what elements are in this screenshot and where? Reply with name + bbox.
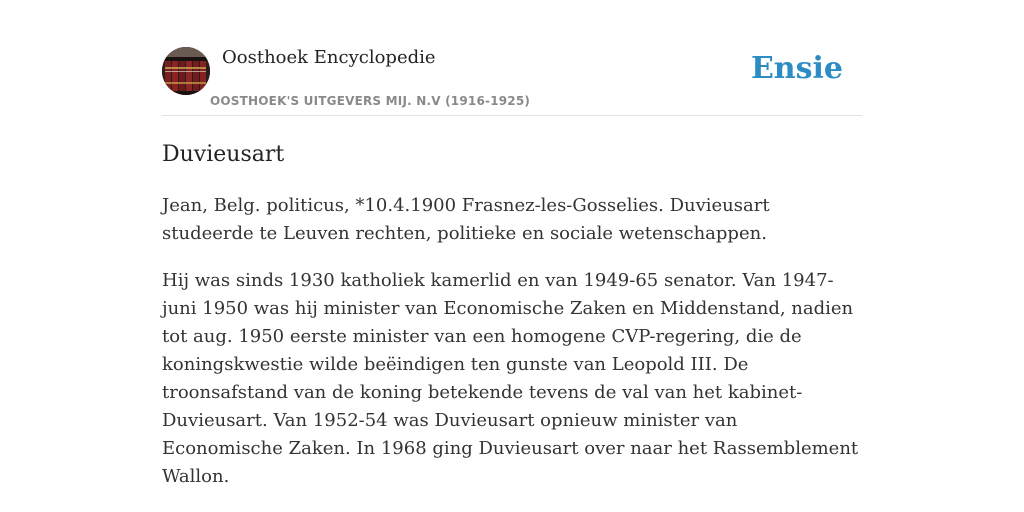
article-card <box>162 0 862 512</box>
entry-title: Duvieusart <box>162 142 285 167</box>
site-title[interactable]: Oosthoek Encyclopedie <box>222 47 436 68</box>
article-paragraph: Hij was sinds 1930 katholiek kamerlid en van 1949-65 senator. Van 1947-juni 1950 was hij minister van Economische Zaken en Middenstand, nadien tot aug. 1950 eerste minister van een homogene CVP-regering, die de koningskwestie wilde beëindigen ten gunste van Leopold III. De troonsafstand van de koning betekende tevens de val van het kabinet-Duvieusart. Van 1952-54 was Duvieusart opnieuw minister van Economische Zaken. In 1968 ging Duvieusart over naar het Rassemblement Wallon. <box>162 270 859 487</box>
publisher-subtitle: OOSTHOEK'S UITGEVERS MIJ. N.V (1916-1925) <box>210 94 531 108</box>
brand-logo[interactable]: Ensie <box>750 51 843 86</box>
page-header <box>162 0 862 116</box>
encyclopedia-books-icon[interactable] <box>162 47 210 95</box>
article-paragraph: Jean, Belg. politicus, *10.4.1900 Frasnez-les-Gosselies. Duvieusart studeerde te Leuven rechten, politieke en sociale wetenschappen. <box>162 195 770 244</box>
